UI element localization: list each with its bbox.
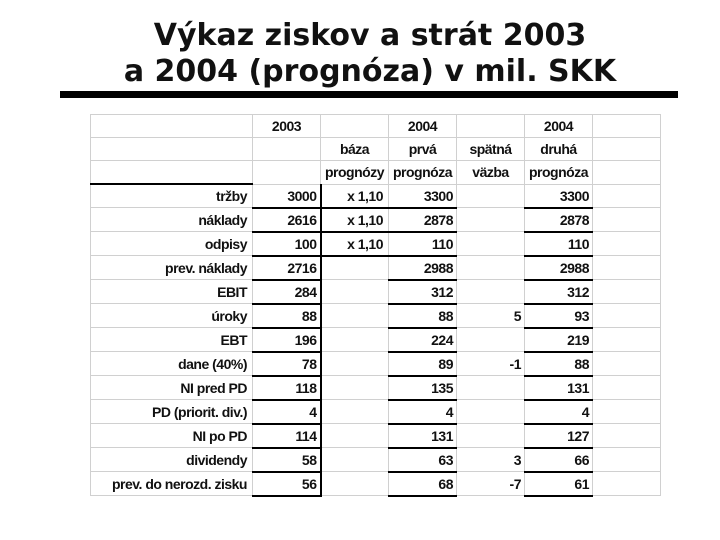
value-second-forecast: 4 [525, 400, 593, 424]
empty-cell [593, 328, 661, 352]
value-first-forecast: 88 [389, 304, 457, 328]
empty-cell [593, 280, 661, 304]
value-base [321, 448, 389, 472]
empty-cell [593, 232, 661, 256]
row-label: EBIT [91, 280, 253, 304]
title-line-2: a 2004 (prognóza) v mil. SKK [123, 54, 617, 89]
value-feedback [457, 328, 525, 352]
value-2003: 4 [253, 400, 321, 424]
row-label: odpisy [91, 232, 253, 256]
header-cell [91, 161, 253, 185]
header-row [91, 138, 661, 161]
row-label: dane (40%) [91, 352, 253, 376]
empty-cell [593, 304, 661, 328]
empty-cell [593, 424, 661, 448]
value-first-forecast: 89 [389, 352, 457, 376]
value-feedback [457, 280, 525, 304]
empty-cell [593, 184, 661, 208]
value-2003: 118 [253, 376, 321, 400]
row-label: náklady [91, 208, 253, 232]
header-cell [91, 138, 253, 161]
table-row [91, 328, 661, 352]
value-first-forecast: 2988 [389, 256, 457, 280]
value-second-forecast: 3300 [525, 184, 593, 208]
empty-cell [593, 472, 661, 496]
table-row [91, 232, 661, 256]
value-base [321, 280, 389, 304]
value-2003: 100 [253, 232, 321, 256]
value-feedback [457, 256, 525, 280]
empty-cell [593, 448, 661, 472]
value-second-forecast: 66 [525, 448, 593, 472]
header-cell: 2003 [253, 115, 321, 138]
table-row [91, 304, 661, 328]
value-second-forecast: 93 [525, 304, 593, 328]
value-2003: 2616 [253, 208, 321, 232]
empty-cell [593, 138, 661, 161]
empty-cell [593, 256, 661, 280]
title-underline [60, 91, 678, 98]
value-first-forecast: 110 [389, 232, 457, 256]
value-2003: 284 [253, 280, 321, 304]
value-feedback: 3 [457, 448, 525, 472]
empty-cell [593, 352, 661, 376]
value-first-forecast: 63 [389, 448, 457, 472]
value-first-forecast: 131 [389, 424, 457, 448]
value-first-forecast: 68 [389, 472, 457, 496]
value-feedback [457, 184, 525, 208]
value-second-forecast: 312 [525, 280, 593, 304]
value-second-forecast: 127 [525, 424, 593, 448]
value-base [321, 304, 389, 328]
empty-cell [593, 161, 661, 185]
header-cell [321, 115, 389, 138]
value-second-forecast: 110 [525, 232, 593, 256]
row-label: NI pred PD [91, 376, 253, 400]
header-cell: prognóza [525, 161, 593, 185]
value-2003: 56 [253, 472, 321, 496]
row-label: dividendy [91, 448, 253, 472]
value-2003: 3000 [253, 184, 321, 208]
value-feedback [457, 232, 525, 256]
value-feedback [457, 400, 525, 424]
table-row [91, 208, 661, 232]
table-row [91, 256, 661, 280]
value-base [321, 352, 389, 376]
header-cell: prvá [389, 138, 457, 161]
table-row [91, 280, 661, 304]
value-feedback [457, 424, 525, 448]
row-label: prev. náklady [91, 256, 253, 280]
value-second-forecast: 219 [525, 328, 593, 352]
value-second-forecast: 2878 [525, 208, 593, 232]
header-cell: prognózy [321, 161, 389, 185]
row-label: NI po PD [91, 424, 253, 448]
value-base [321, 376, 389, 400]
header-cell: spätná [457, 138, 525, 161]
table-row [91, 400, 661, 424]
table-row [91, 376, 661, 400]
empty-cell [593, 376, 661, 400]
value-second-forecast: 2988 [525, 256, 593, 280]
header-cell [91, 115, 253, 138]
value-2003: 196 [253, 328, 321, 352]
value-2003: 88 [253, 304, 321, 328]
table-row [91, 472, 661, 496]
value-first-forecast: 135 [389, 376, 457, 400]
value-second-forecast: 88 [525, 352, 593, 376]
value-first-forecast: 312 [389, 280, 457, 304]
value-first-forecast: 2878 [389, 208, 457, 232]
value-base: x 1,10 [321, 208, 389, 232]
value-feedback [457, 376, 525, 400]
table-row [91, 184, 661, 208]
row-label: PD (priorit. div.) [91, 400, 253, 424]
row-label: tržby [91, 184, 253, 208]
row-label: úroky [91, 304, 253, 328]
empty-cell [593, 400, 661, 424]
header-cell: báza [321, 138, 389, 161]
value-base [321, 328, 389, 352]
table-row [91, 448, 661, 472]
header-row [91, 161, 661, 185]
value-2003: 114 [253, 424, 321, 448]
header-row [91, 115, 661, 138]
value-2003: 78 [253, 352, 321, 376]
value-feedback: -7 [457, 472, 525, 496]
header-cell [253, 138, 321, 161]
table-row [91, 352, 661, 376]
value-second-forecast: 131 [525, 376, 593, 400]
slide-title [60, 18, 680, 90]
value-base: x 1,10 [321, 232, 389, 256]
row-label: prev. do nerozd. zisku [91, 472, 253, 496]
value-first-forecast: 4 [389, 400, 457, 424]
value-base [321, 400, 389, 424]
value-first-forecast: 3300 [389, 184, 457, 208]
empty-cell [593, 115, 661, 138]
empty-cell [593, 208, 661, 232]
title-line-1: Výkaz ziskov a strát 2003 [153, 18, 587, 53]
header-cell [253, 161, 321, 185]
value-base [321, 424, 389, 448]
header-cell [457, 115, 525, 138]
value-base [321, 256, 389, 280]
header-cell: prognóza [389, 161, 457, 185]
value-base: x 1,10 [321, 184, 389, 208]
value-feedback: 5 [457, 304, 525, 328]
value-2003: 58 [253, 448, 321, 472]
value-base [321, 472, 389, 496]
header-cell: 2004 [525, 115, 593, 138]
income-statement-table [90, 114, 661, 497]
value-second-forecast: 61 [525, 472, 593, 496]
value-feedback [457, 208, 525, 232]
row-label: EBT [91, 328, 253, 352]
value-feedback: -1 [457, 352, 525, 376]
header-cell: väzba [457, 161, 525, 185]
value-2003: 2716 [253, 256, 321, 280]
header-cell: druhá [525, 138, 593, 161]
header-cell: 2004 [389, 115, 457, 138]
table-row [91, 424, 661, 448]
value-first-forecast: 224 [389, 328, 457, 352]
